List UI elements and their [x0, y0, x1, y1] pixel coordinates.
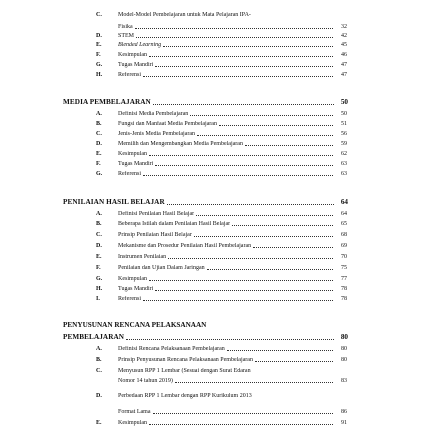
toc-entry [96, 139, 347, 147]
entry-letter: E. [96, 420, 102, 426]
entry-page: 47 [341, 72, 347, 78]
entry-letter: B. [96, 221, 102, 227]
dot-leader [197, 134, 333, 136]
entry-page: 68 [341, 232, 347, 238]
chapter-page: 50 [340, 97, 348, 106]
entry-page: 91 [341, 420, 347, 426]
entry-letter: D. [96, 33, 102, 39]
dot-leader [227, 349, 333, 351]
chapter-page: 64 [340, 197, 348, 206]
entry-letter: A. [96, 211, 102, 217]
dot-leader [253, 246, 333, 248]
entry-title: Tugas Mandiri [118, 62, 154, 68]
entry-letter: H. [96, 286, 103, 292]
entry-page: 78 [341, 286, 347, 292]
toc-entry [96, 284, 347, 292]
entry-page: 42 [341, 33, 347, 39]
entry-page: 80 [341, 357, 347, 363]
toc-entry [96, 109, 347, 117]
entry-title: Tugas Mandiri [118, 286, 154, 292]
chapter-heading-continuation [63, 332, 348, 341]
entry-title: Tugas Mandiri [118, 161, 154, 167]
chapter-heading [63, 197, 348, 206]
toc-entry-continuation [118, 376, 347, 384]
toc-entry [96, 263, 347, 271]
entry-page: 70 [341, 254, 347, 260]
toc-entry [96, 119, 347, 127]
entry-title: Prinsip Penilaian Hasil Belajar [118, 232, 192, 238]
dot-leader [135, 27, 333, 29]
chapter-heading [63, 320, 206, 329]
toc-entry [96, 274, 347, 282]
entry-title: Beberapa Istilah dalam Penilaian Hasil Belajar [118, 221, 231, 227]
dot-leader [168, 257, 333, 259]
entry-title: Definisi Media Pembelajaran [118, 111, 189, 117]
entry-letter: H. [96, 72, 103, 78]
dot-leader [207, 268, 333, 270]
entry-page: 69 [341, 243, 347, 249]
entry-page: 77 [341, 276, 347, 282]
toc-entry [96, 418, 347, 426]
dot-leader [153, 412, 334, 414]
entry-title: Nomor 14 tahun 2019) [118, 378, 173, 384]
entry-letter: I. [96, 296, 100, 302]
dot-leader [149, 279, 333, 281]
entry-title: Penilaian dan Ujian Dalam Jaringan [118, 265, 205, 271]
dot-leader [175, 381, 333, 383]
toc-entry [96, 355, 347, 363]
entry-page: 80 [341, 346, 347, 352]
entry-letter: A. [96, 111, 102, 117]
entry-title: Referensi [118, 296, 141, 302]
toc-entry [96, 60, 347, 68]
entry-page: 63 [341, 171, 347, 177]
entry-title: Kesimpulan [118, 52, 147, 58]
entry-page: 83 [341, 378, 347, 384]
entry-page: 63 [341, 161, 347, 167]
chapter-title: PENILAIAN HASIL BELAJAR [63, 197, 165, 206]
entry-letter: E. [96, 151, 102, 157]
entry-title: Fungsi dan Manfaat Media Pembelajaran [118, 121, 217, 127]
entry-letter: B. [96, 357, 102, 363]
entry-page: 32 [341, 24, 347, 30]
entry-page: 59 [341, 141, 347, 147]
entry-letter: E. [96, 42, 102, 48]
entry-letter: C. [96, 368, 102, 374]
entry-title: Format Lama [118, 409, 151, 415]
entry-letter: G. [96, 62, 103, 68]
entry-letter: A. [96, 346, 102, 352]
entry-letter: D. [96, 141, 102, 147]
entry-letter: E. [96, 254, 102, 260]
entry-page: 62 [341, 151, 347, 157]
dot-leader [155, 289, 333, 291]
toc-entry [96, 159, 347, 167]
entry-title: Mekanisme dan Prosedur Penilaian Hasil Pembelajaran [118, 243, 252, 249]
entry-title: Instrumen Penilaian [118, 254, 167, 260]
entry-letter: G. [96, 171, 103, 177]
dot-leader [196, 214, 333, 216]
entry-title: Referensi [118, 72, 141, 78]
toc-entry [96, 344, 347, 352]
entry-page: 50 [341, 111, 347, 117]
entry-letter: C. [96, 12, 102, 18]
entry-title: Menyusun RPP 1 Lembar (Sesuai dengan Surat Edaran [118, 368, 251, 374]
dot-leader [245, 144, 333, 146]
entry-title: Definisi Rencana Pelaksanaan Pembelajaran [118, 346, 225, 352]
entry-letter: G. [96, 276, 103, 282]
chapter-page: 80 [340, 332, 348, 341]
toc-entry [96, 169, 347, 177]
entry-title: Kesimpulan [118, 276, 147, 282]
chapter-heading [63, 97, 348, 106]
toc-entry [96, 31, 347, 39]
entry-letter: D. [96, 243, 102, 249]
entry-title: Definisi Penilaian Hasil Belajar [118, 211, 195, 217]
dot-leader [255, 360, 333, 362]
entry-page: 45 [341, 42, 347, 48]
entry-letter: D. [96, 393, 102, 399]
toc-entry [96, 230, 347, 238]
entry-title: Prinsip Penyusunan Rencana Pelaksanaan Pembelajaran [118, 357, 253, 363]
dot-leader [149, 55, 333, 57]
dot-leader [155, 164, 333, 166]
toc-entry [96, 70, 347, 78]
dot-leader [153, 103, 334, 105]
dot-leader [167, 203, 334, 205]
entry-page: 64 [341, 211, 347, 217]
toc-entry [96, 391, 347, 399]
toc-entry-continuation [118, 407, 347, 415]
dot-leader [194, 235, 333, 237]
entry-title: Blended Learning [118, 42, 162, 48]
dot-leader [163, 45, 333, 47]
dot-leader [136, 36, 333, 38]
entry-letter: B. [96, 121, 102, 127]
entry-letter: C. [96, 131, 102, 137]
dot-leader [219, 124, 333, 126]
entry-letter: F. [96, 52, 101, 58]
dot-leader [155, 65, 333, 67]
toc-entry [96, 209, 347, 217]
entry-page: 46 [341, 52, 347, 58]
dot-leader [143, 299, 333, 301]
toc-entry [96, 219, 347, 227]
entry-title: STEM [118, 33, 135, 39]
toc-entry [96, 149, 347, 157]
toc-entry [96, 366, 347, 374]
entry-page: 78 [341, 296, 347, 302]
dot-leader [149, 423, 333, 425]
entry-title: Model-Model Pembelajaran untuk Mata Pelajaran IPA- [118, 12, 251, 18]
toc-entry [96, 10, 347, 18]
dot-leader [149, 154, 333, 156]
toc-entry [96, 294, 347, 302]
entry-page: 47 [341, 62, 347, 68]
chapter-title: MEDIA PEMBELAJARAN [63, 97, 151, 106]
dot-leader [143, 174, 333, 176]
toc-entry [96, 241, 347, 249]
toc-entry [96, 129, 347, 137]
toc-entry [96, 252, 347, 260]
entry-page: 56 [341, 131, 347, 137]
entry-page: 75 [341, 265, 347, 271]
entry-title: Referensi [118, 171, 141, 177]
toc-entry-continuation [118, 22, 347, 30]
toc-entry [96, 50, 347, 58]
entry-title: Perbedaan RPP 1 Lembar dengan RPP Kurikulum 2013 [118, 393, 252, 399]
entry-title: Fisika [118, 24, 133, 30]
entry-title: Memilih dan Mengembangkan Media Pembelajaran [118, 141, 243, 147]
dot-leader [126, 338, 334, 340]
chapter-title: PENYUSUNAN RENCANA PELAKSANAAN [63, 320, 207, 329]
entry-title: Kesimpulan [118, 151, 147, 157]
dot-leader [190, 114, 333, 116]
dot-leader [143, 75, 333, 77]
entry-page: 65 [341, 221, 347, 227]
entry-page: 86 [341, 409, 347, 415]
entry-letter: F. [96, 265, 101, 271]
entry-page: 51 [341, 121, 347, 127]
toc-entry [96, 40, 347, 48]
entry-letter: C. [96, 232, 102, 238]
entry-letter: F. [96, 161, 101, 167]
entry-title: Kesimpulan [118, 420, 147, 426]
dot-leader [232, 224, 333, 226]
entry-title: Jenis-Jenis Media Pembelajaran [118, 131, 195, 137]
chapter-title: PEMBELAJARAN [63, 332, 125, 341]
